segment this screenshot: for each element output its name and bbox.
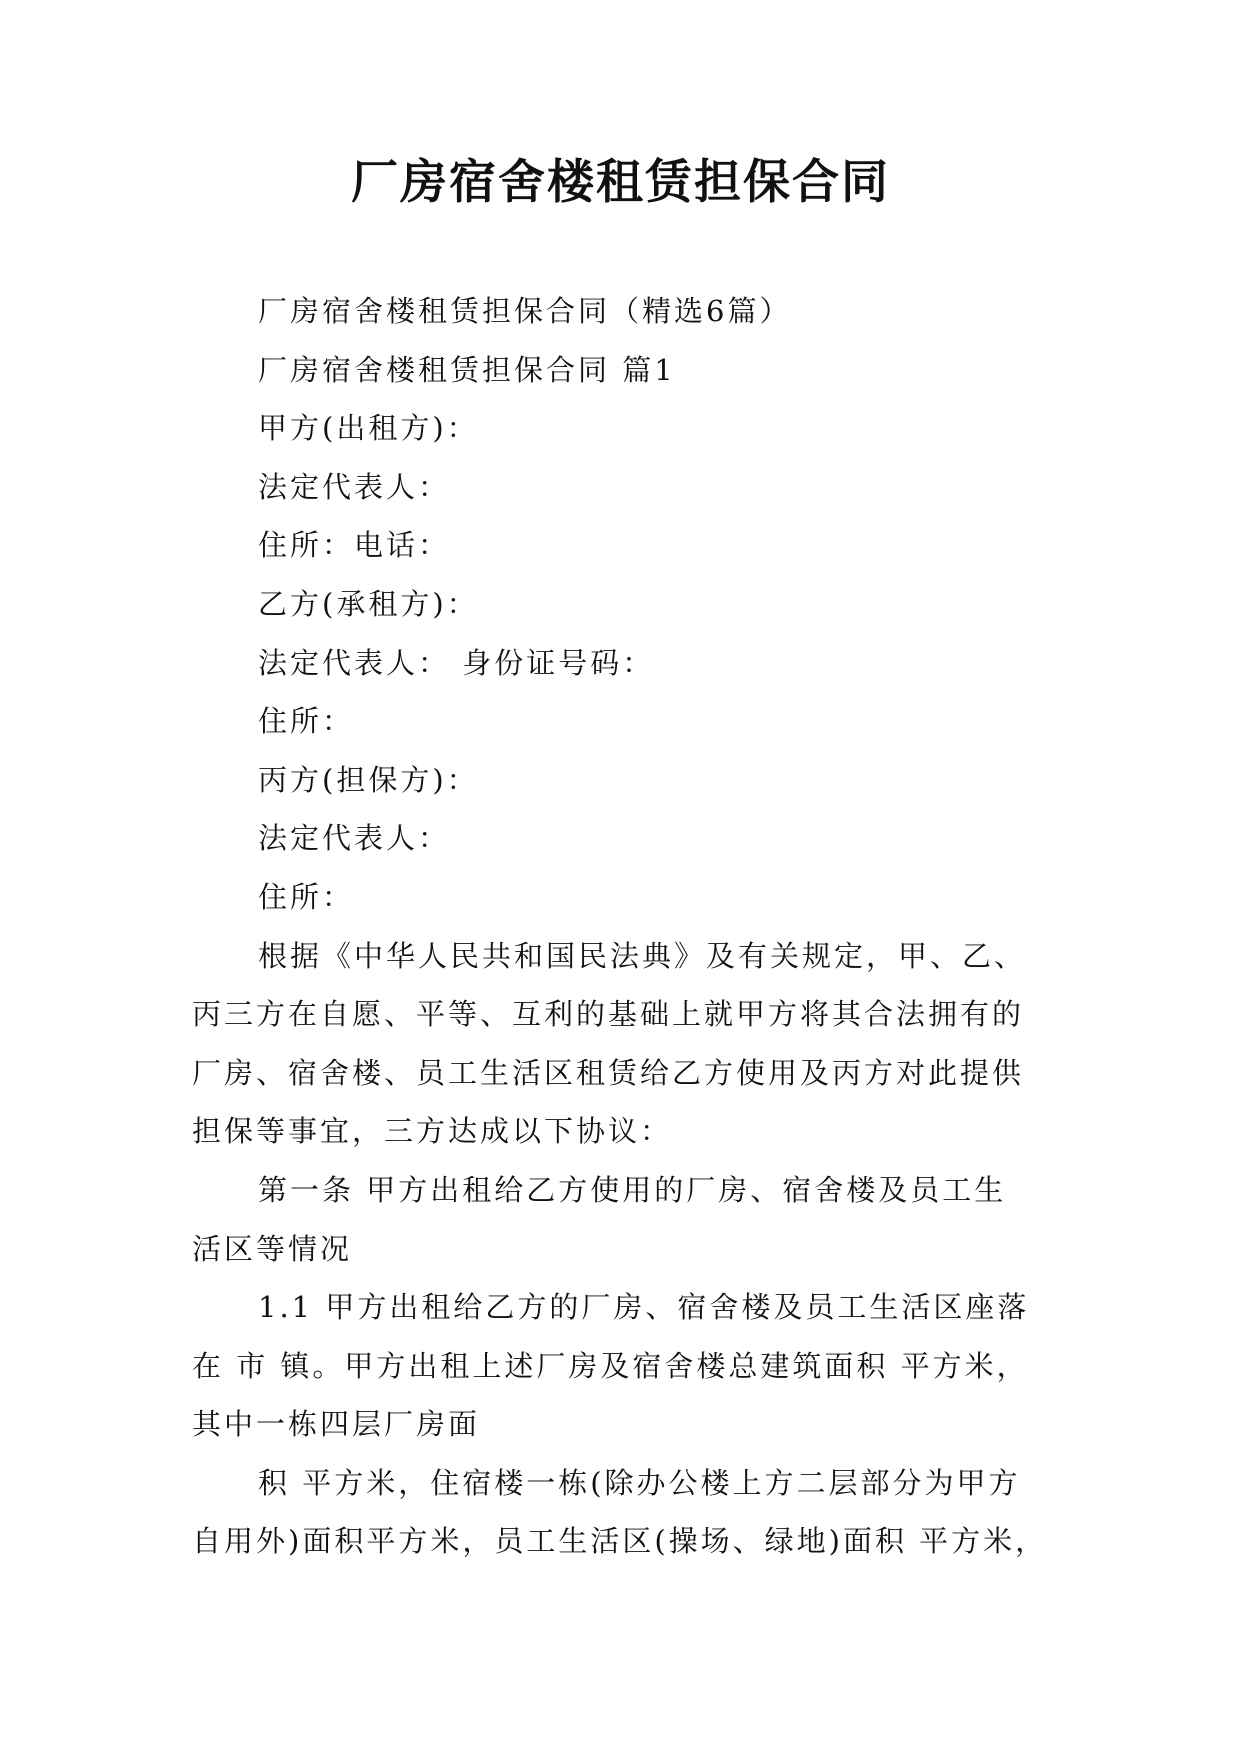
text-line: 甲方(出租方)：	[258, 411, 479, 446]
text-line: 法定代表人：	[258, 821, 451, 856]
text-line: 乙方(承租方)：	[258, 586, 479, 621]
text-line: 丙方(担保方)：	[258, 762, 479, 797]
text-line: 担保等事宜，三方达成以下协议：	[192, 1114, 673, 1149]
text-line: 法定代表人：	[258, 469, 451, 504]
text-line: 在 市 镇。甲方出租上述厂房及宿舍楼总建筑面积 平方米，	[192, 1348, 1029, 1383]
text-line: 1.1 甲方出租给乙方的厂房、宿舍楼及员工生活区座落	[258, 1290, 1030, 1325]
document-body	[192, 282, 1054, 1571]
text-line: 住所：	[258, 704, 355, 739]
text-line: 厂房宿舍楼租赁担保合同（精选6篇）	[258, 294, 792, 328]
text-line: 活区等情况	[192, 1231, 353, 1266]
text-line: 第一条 甲方出租给乙方使用的厂房、宿舍楼及员工生	[258, 1172, 1007, 1207]
document-title: 厂房宿舍楼租赁担保合同	[351, 155, 890, 210]
text-line: 厂房、宿舍楼、员工生活区租赁给乙方使用及丙方对此提供	[192, 1055, 1025, 1090]
text-line: 厂房宿舍楼租赁担保合同 篇1	[258, 352, 676, 387]
text-line: 住所：电话：	[258, 528, 451, 563]
text-line: 丙三方在自愿、平等、互利的基础上就甲方将其合法拥有的	[192, 997, 1025, 1032]
text-line: 其中一栋四层厂房面	[192, 1407, 481, 1442]
text-line: 法定代表人： 身份证号码：	[258, 645, 655, 680]
text-line: 根据《中华人民共和国民法典》及有关规定，甲、乙、	[258, 938, 1027, 973]
text-line: 自用外)面积平方米，员工生活区(操场、绿地)面积 平方米，	[192, 1524, 1048, 1559]
text-line: 住所：	[258, 879, 355, 914]
text-line: 积 平方米，住宿楼一栋(除办公楼上方二层部分为甲方	[258, 1465, 1021, 1500]
